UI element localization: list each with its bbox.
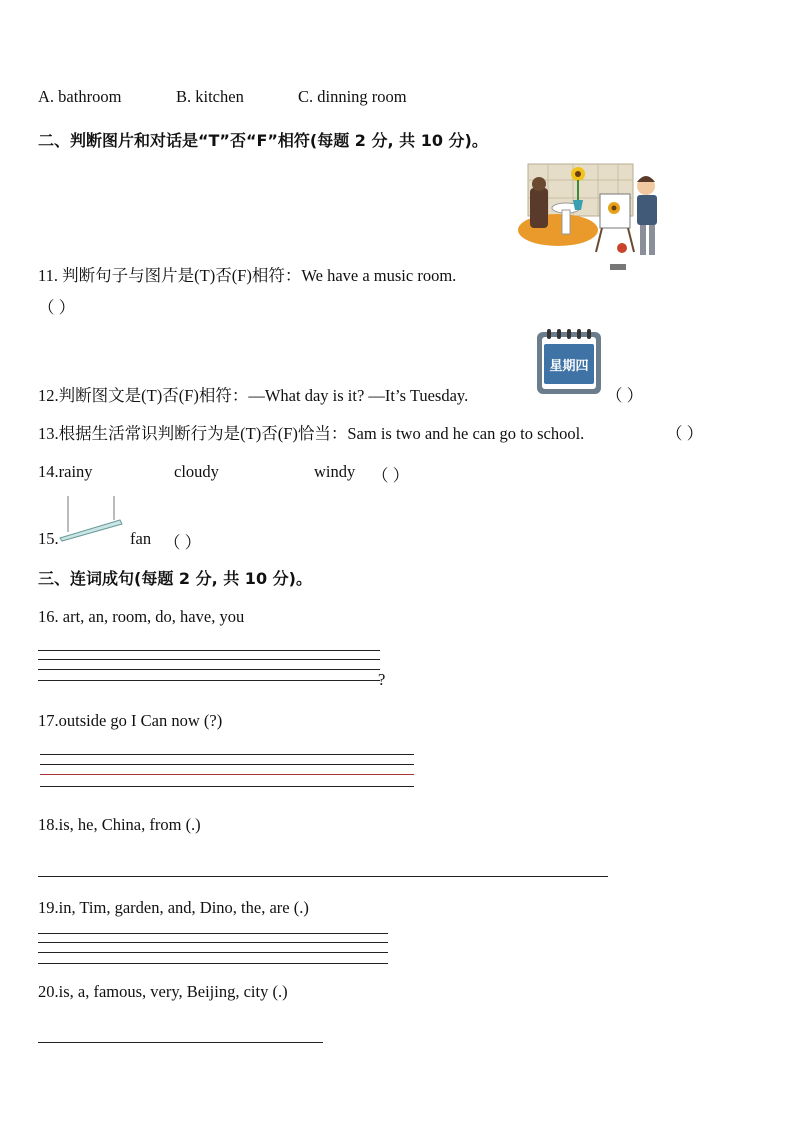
q20-writing-line[interactable]: [38, 1042, 323, 1043]
q18-words: 18.is, he, China, from (.): [38, 815, 201, 834]
q14-word-rainy: 14.rainy: [38, 462, 93, 481]
q20-words: 20.is, a, famous, very, Beijing, city (.): [38, 982, 288, 1001]
q17-writing-line-1[interactable]: [40, 754, 414, 755]
q16-words: 16. art, an, room, do, have, you: [38, 607, 245, 626]
q16-writing-line-3[interactable]: [38, 669, 380, 670]
q17-writing-line-3[interactable]: [40, 774, 414, 775]
q15-number: 15.: [38, 529, 59, 548]
q19-writing-line-2[interactable]: [38, 942, 388, 943]
lamp-icon: [58, 494, 124, 542]
q18-writing-line[interactable]: [38, 876, 608, 877]
q16-end-mark: ?: [378, 670, 386, 689]
q13-text: 13.根据生活常识判断行为是(T)否(F)恰当：Sam is two and he can go to school.: [38, 424, 585, 443]
q16-writing-line-1[interactable]: [38, 650, 380, 651]
q11-text: 11. 判断句子与图片是(T)否(F)相符：We have a music room.: [38, 266, 457, 285]
q17-words: 17.outside go I Can now (?): [38, 711, 223, 730]
q17-writing-line-2[interactable]: [40, 764, 414, 765]
q17-writing-line-4[interactable]: [40, 786, 414, 787]
q14-word-cloudy: cloudy: [174, 462, 219, 481]
option-b: B. kitchen: [176, 87, 244, 106]
section3-title: 三、连词成句(每题 2 分, 共 10 分)。: [38, 569, 312, 588]
q19-writing-line-3[interactable]: [38, 952, 388, 953]
q11-answer-paren[interactable]: （ ）: [38, 298, 76, 317]
calendar-icon: [537, 332, 601, 394]
q13-answer-paren[interactable]: （ ）: [666, 424, 704, 443]
q14-word-windy: windy: [314, 462, 356, 481]
q16-writing-line-2[interactable]: [38, 659, 380, 660]
q12-answer-paren[interactable]: （ ）: [606, 386, 644, 405]
q19-words: 19.in, Tim, garden, and, Dino, the, are (.): [38, 898, 309, 917]
q12-text: 12.判断图文是(T)否(F)相符：—What day is it? —It’s Tuesday.: [38, 386, 469, 405]
q14-answer-paren[interactable]: （ ）: [372, 466, 410, 485]
section2-title: 二、判断图片和对话是“T”否“F”相符(每题 2 分, 共 10 分)。: [38, 131, 488, 150]
q19-writing-line-4[interactable]: [38, 963, 388, 964]
option-c: C. dinning room: [298, 87, 407, 106]
calendar-label: 星期四: [549, 359, 589, 374]
q16-writing-line-4[interactable]: [38, 680, 380, 681]
q15-word-fan: fan: [130, 529, 152, 548]
option-a: A. bathroom: [38, 87, 122, 106]
art-room-illustration: [518, 160, 668, 280]
q15-answer-paren[interactable]: （ ）: [164, 533, 202, 552]
q19-writing-line-1[interactable]: [38, 933, 388, 934]
